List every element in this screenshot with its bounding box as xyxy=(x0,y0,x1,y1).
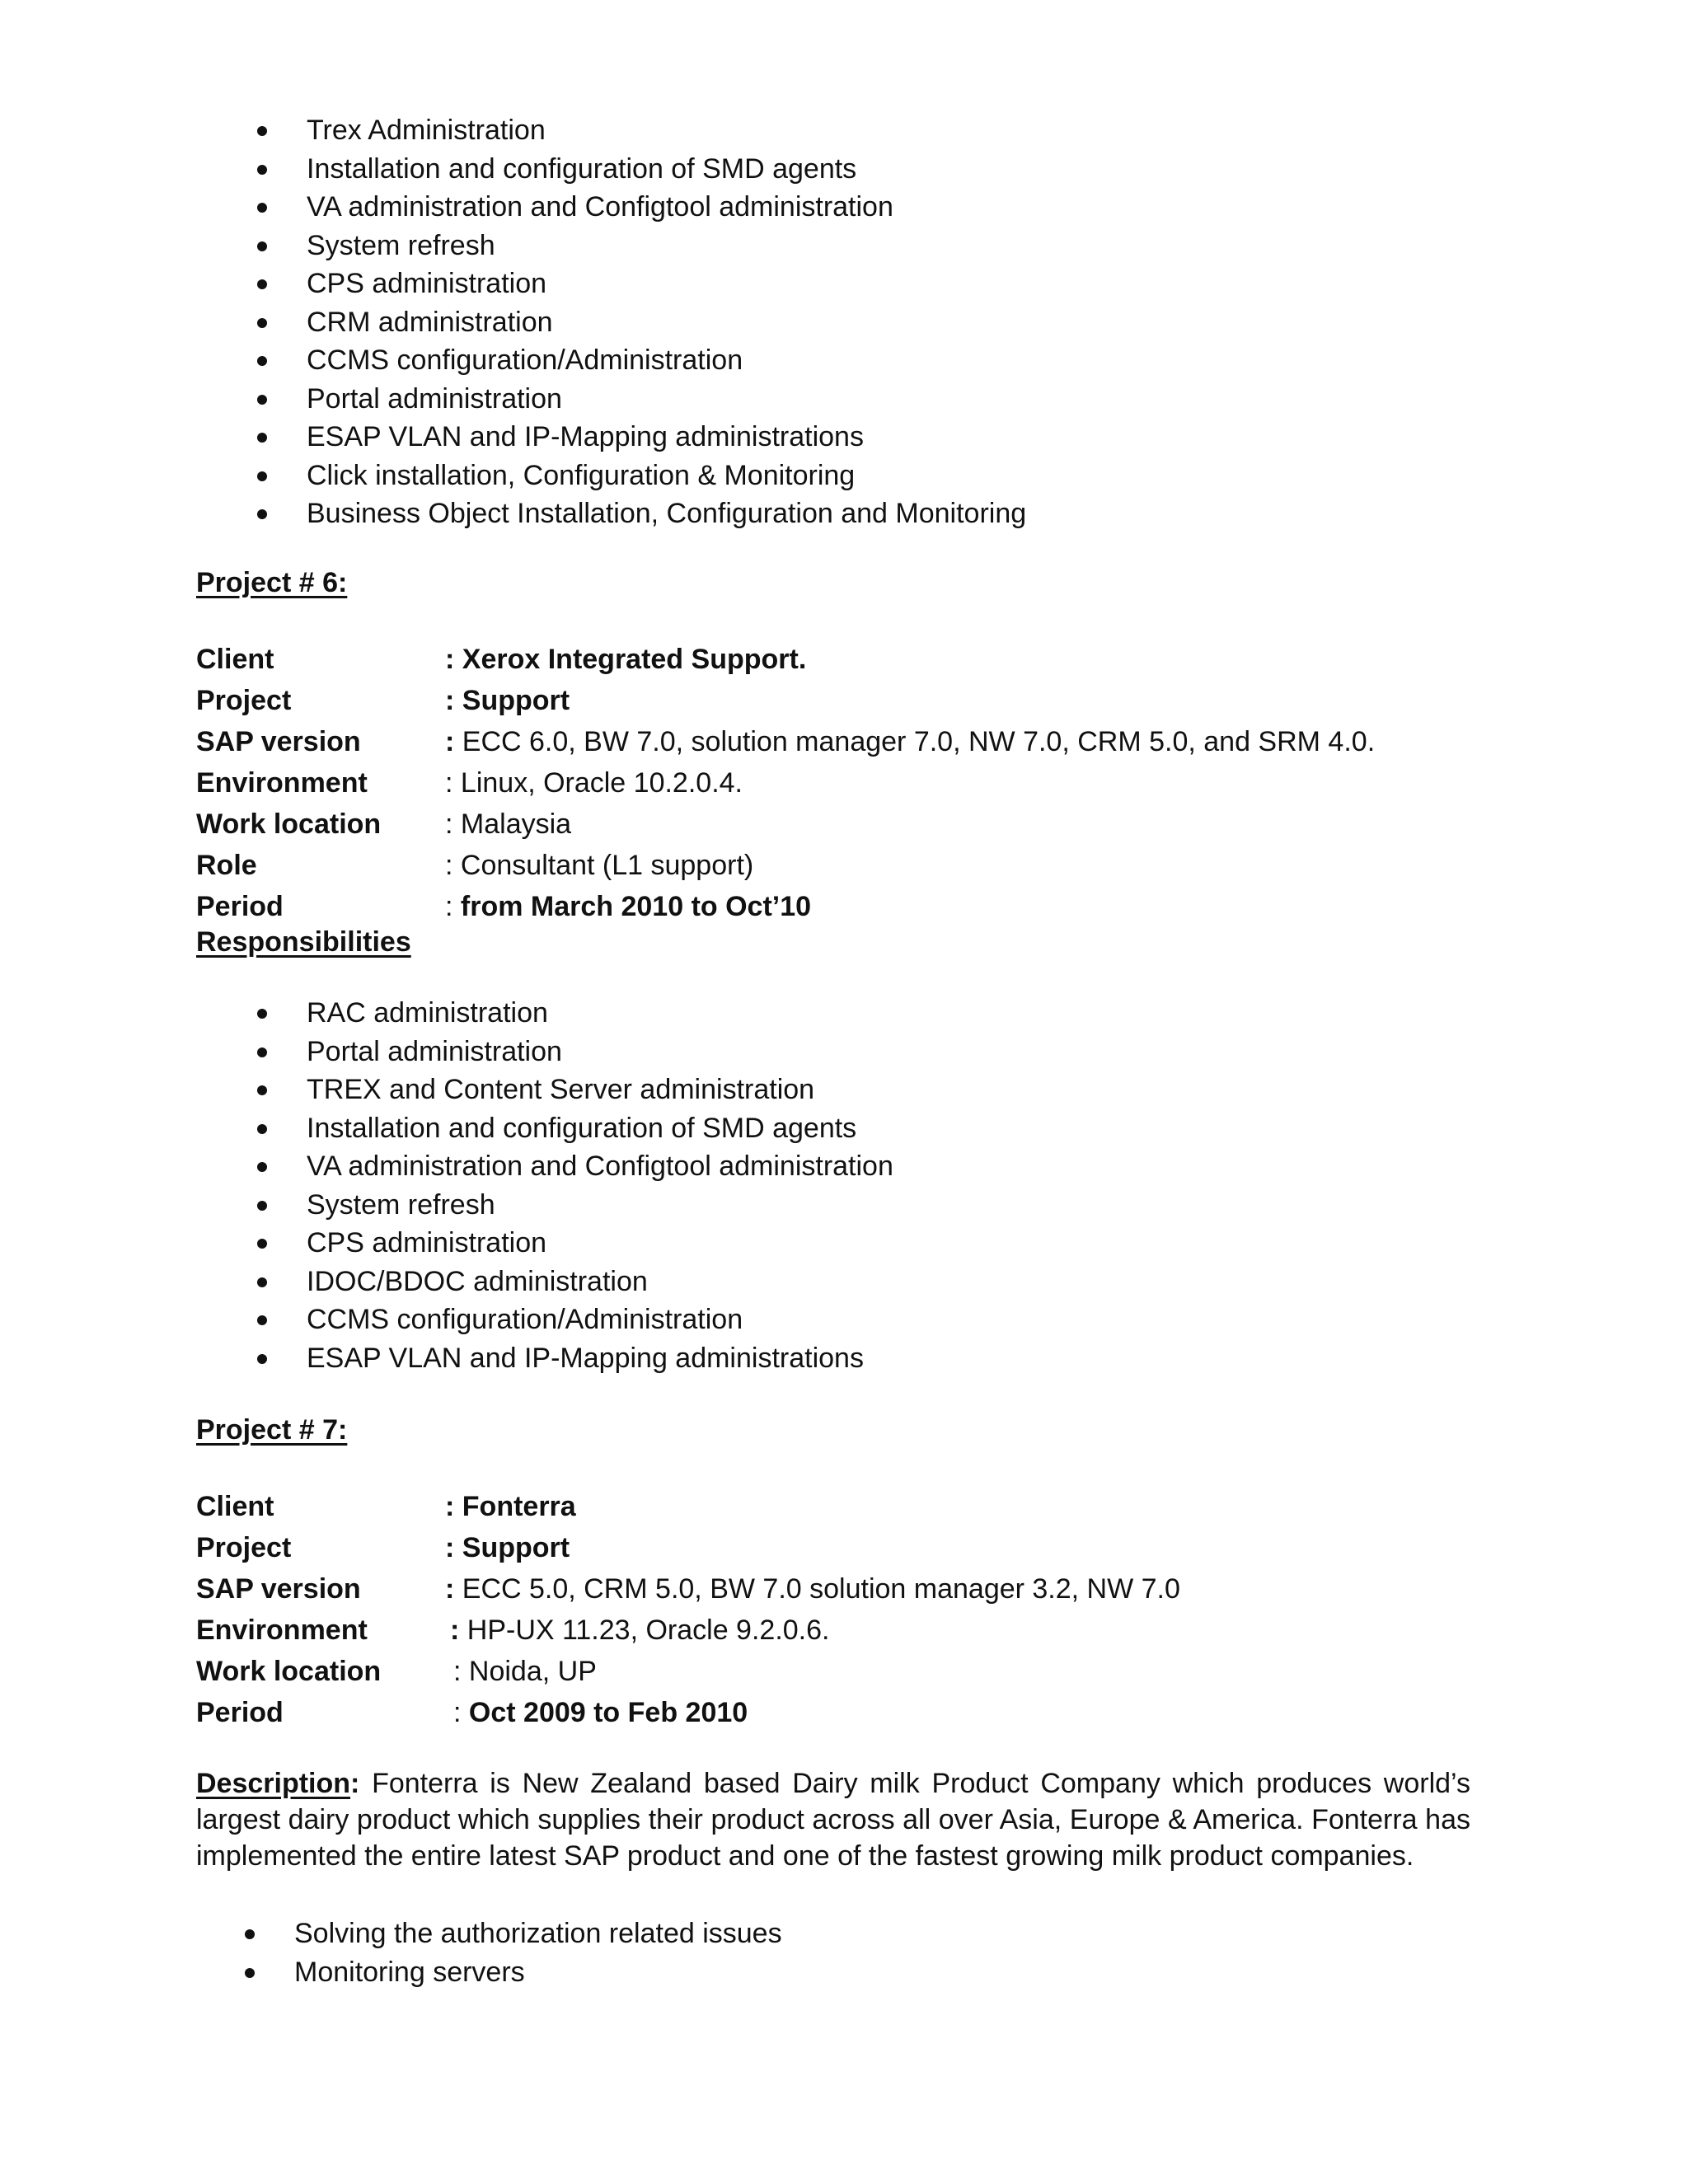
environment-label: Environment xyxy=(196,767,368,799)
bullet-icon xyxy=(257,395,267,405)
bullet-icon xyxy=(257,1354,267,1364)
environment-colon: : xyxy=(445,767,453,799)
period-value: from March 2010 to Oct’10 xyxy=(460,891,812,922)
work-location-value: Malaysia xyxy=(460,808,572,840)
role-label: Role xyxy=(196,850,257,881)
project-6-details xyxy=(196,639,1515,927)
role-colon: : xyxy=(445,850,453,881)
client-colon: : xyxy=(445,644,455,675)
sap-version-value: ECC 6.0, BW 7.0, solution manager 7.0, NW 7.0, CRM 5.0, and SRM 4.0. xyxy=(462,726,1376,757)
bullet-icon xyxy=(257,471,267,481)
environment-colon: : xyxy=(450,1615,460,1646)
sap-version-colon: : xyxy=(445,726,455,757)
project-6-heading: Project # 6: xyxy=(196,567,348,598)
project-row xyxy=(196,1527,1515,1568)
sap-version-label: SAP version xyxy=(196,726,361,757)
description-label: Description xyxy=(196,1768,351,1799)
project-label: Project xyxy=(196,685,292,716)
work-location-label: Work location xyxy=(196,808,382,840)
role-value: Consultant (L1 support) xyxy=(460,850,754,881)
work-location-colon: : xyxy=(453,1656,462,1687)
bullet-icon xyxy=(257,1162,267,1172)
bullet-icon xyxy=(245,1968,255,1978)
sap-version-row xyxy=(196,721,1515,762)
period-row xyxy=(196,886,1515,927)
bullet-icon xyxy=(257,1047,267,1057)
project-row xyxy=(196,680,1515,721)
bullet-icon xyxy=(257,279,267,289)
bullet-icon xyxy=(257,356,267,366)
bullet-icon xyxy=(257,241,267,251)
bullet-icon xyxy=(257,1315,267,1325)
environment-row xyxy=(196,1610,1515,1651)
bullet-icon xyxy=(257,165,267,175)
period-colon: : xyxy=(445,891,453,922)
bullet-icon xyxy=(257,1201,267,1211)
bullet-icon xyxy=(257,1009,267,1019)
bullet-icon xyxy=(257,318,267,328)
period-value: Oct 2009 to Feb 2010 xyxy=(468,1697,748,1728)
work-location-row xyxy=(196,804,1515,845)
description-colon: : xyxy=(350,1768,360,1799)
environment-value: HP-UX 11.23, Oracle 9.2.0.6. xyxy=(467,1615,830,1646)
bullet-icon xyxy=(257,1277,267,1287)
project-value: Support xyxy=(462,685,570,716)
period-label: Period xyxy=(196,1697,284,1728)
sap-version-label: SAP version xyxy=(196,1573,361,1605)
environment-row xyxy=(196,762,1515,804)
bullet-icon xyxy=(257,203,267,213)
client-value: Xerox Integrated Support. xyxy=(462,644,807,675)
bullet-icon xyxy=(257,1239,267,1249)
client-colon: : xyxy=(445,1491,455,1522)
bullet-icon xyxy=(257,433,267,443)
period-row xyxy=(196,1692,1515,1733)
client-value: Fonterra xyxy=(462,1491,576,1522)
work-location-label: Work location xyxy=(196,1656,382,1687)
description-text: Fonterra is New Zealand based Dairy milk Product Company which produces world’s largest dairy product which supplies their product across all over Asia, Europe & America. Fonterra has implemented the entire latest SAP product and one of the fastest growing milk product companies. xyxy=(196,1768,1470,1872)
sap-version-row xyxy=(196,1568,1515,1610)
document-page: Trex Administration Installation and configuration of SMD agents VA administration and Configtool administration System refresh CPS administration CRM administration CCMS configuration/Administration Portal administration ESAP VLAN and IP-Mapping administrations Click installation, Configuration & Monitoring Business Object Installation, Configuration and Monitoring Project # 6: Client : Xerox Integrated Support. Project : Support SAP version : ECC 6.0, BW 7.0, solution manager 7.0, NW 7.0, CRM 5.0, and SRM 4.0. Environment : Linux, Oracle 10.2.0.4. Work location : Malaysia Role : Consultant (L1 support) Period : from March 2010 to Oct’10 Responsibilities RAC administration Portal administration TREX and Content Server administration Installation and configuration of SMD agents VA administration and Configtool administration System refresh CPS administration IDOC/BDOC administration CCMS configuration/Administration ESAP VLAN and IP-Mapping administrations Project # 7: Client : Fonterra Project : Support SAP version : ECC 5.0, CRM 5.0, BW 7.0 solution manager 3.2, NW 7.0 Environment : HP-UX 11.23, Oracle 9.2.0.6. Work location : Noida, UP Period : Oct 2009 to Feb 2010 Description: Fonterra is New Zealand based Dairy milk Product Company which produces world’s largest dairy product which supplies their product across all over Asia, Europe & America. Fonterra has implemented the entire latest SAP product and one of the fastest growing milk product companies. Solving the authorization related issues Monitoring servers xyxy=(0,0,1688,2184)
work-location-row xyxy=(196,1651,1515,1692)
sap-version-colon: : xyxy=(445,1573,455,1605)
bullet-icon xyxy=(257,509,267,519)
environment-value: Linux, Oracle 10.2.0.4. xyxy=(460,767,743,799)
project-7-heading: Project # 7: xyxy=(196,1414,348,1446)
client-row xyxy=(196,639,1515,680)
project-label: Project xyxy=(196,1532,292,1563)
project-colon: : xyxy=(445,1532,455,1563)
responsibilities-heading: Responsibilities xyxy=(196,926,411,958)
sap-version-value: ECC 5.0, CRM 5.0, BW 7.0 solution manager 3.2, NW 7.0 xyxy=(462,1573,1180,1605)
environment-label: Environment xyxy=(196,1615,368,1646)
work-location-value: Noida, UP xyxy=(468,1656,597,1687)
role-row xyxy=(196,845,1515,886)
project-7-description xyxy=(196,1765,1470,1874)
project-colon: : xyxy=(445,685,455,716)
client-label: Client xyxy=(196,644,274,675)
period-label: Period xyxy=(196,891,284,922)
project-value: Support xyxy=(462,1532,570,1563)
bullet-icon xyxy=(245,1929,255,1939)
period-colon: : xyxy=(453,1697,462,1728)
client-row xyxy=(196,1486,1515,1527)
bullet-icon xyxy=(257,1124,267,1134)
project-7-details xyxy=(196,1486,1515,1733)
work-location-colon: : xyxy=(445,808,453,840)
bullet-icon xyxy=(257,1085,267,1095)
client-label: Client xyxy=(196,1491,274,1522)
bullet-icon xyxy=(257,126,267,136)
